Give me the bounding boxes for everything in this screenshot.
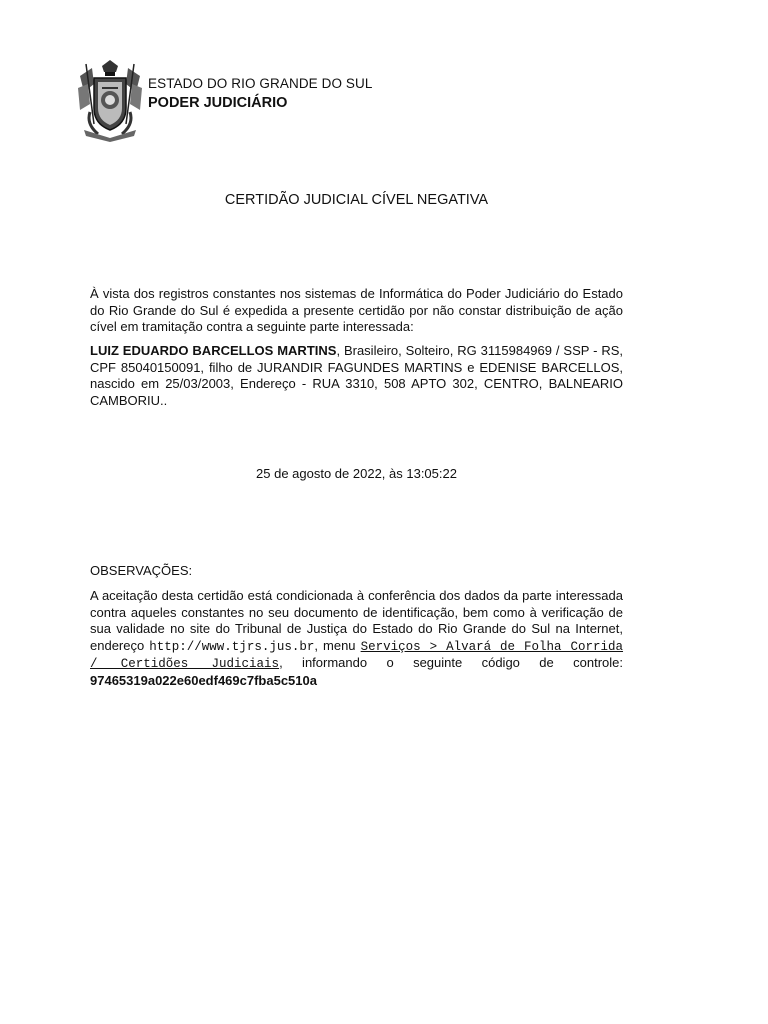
observations-text-3: , informando o seguinte código de controle: — [279, 655, 623, 670]
observations-heading: OBSERVAÇÕES: — [90, 563, 193, 578]
control-code: 97465319a022e60edf469c7fba5c510a — [90, 672, 317, 688]
website-link[interactable]: http://www.tjrs.jus.br — [149, 639, 315, 654]
party-details: , Brasileiro, Solteiro, RG 3115984969 / SSP - RS, CPF 85040150091, filho de JURANDIR FAGUNDES MARTINS e EDENISE BARCELLOS, nascido em 25/03/2003, Endereço - RUA 3310, 508 APTO 302, CENTRO, BALNEARIO CAMBORIU.. — [90, 343, 624, 408]
intro-paragraph: À vista dos registros constantes nos sistemas de Informática do Poder Judiciário do Estado do Rio Grande do Sul é expedida a presente certidão por não constar distribuição de ação cível em tramitação contra a seguinte parte interessada: — [90, 286, 623, 334]
observations-text-1: A aceitação desta certidão está condicionada à conferência dos dados da parte interessada contra aqueles constantes no seu documento de identificação, bem como à verificação de sua validade no site do Tribunal de Justiça do Estado do Rio Grande do Sul na Internet, endereço — [90, 588, 623, 653]
coat-of-arms-icon — [76, 58, 144, 142]
observations-text-2: , menu — [314, 637, 361, 653]
observations-paragraph — [90, 588, 623, 689]
party-paragraph — [90, 343, 623, 409]
document-title: CERTIDÃO JUDICIAL CÍVEL NEGATIVA — [224, 192, 489, 208]
issue-date: 25 de agosto de 2022, às 13:05:22 — [256, 466, 457, 481]
menu-path-link[interactable]: Serviços > Alvará de Folha Corrida / Certidões Judiciais — [90, 639, 624, 671]
header-branch-name: PODER JUDICIÁRIO — [148, 95, 288, 111]
header-state-name: ESTADO DO RIO GRANDE DO SUL — [148, 76, 373, 91]
party-name: LUIZ EDUARDO BARCELLOS MARTINS — [90, 343, 337, 358]
